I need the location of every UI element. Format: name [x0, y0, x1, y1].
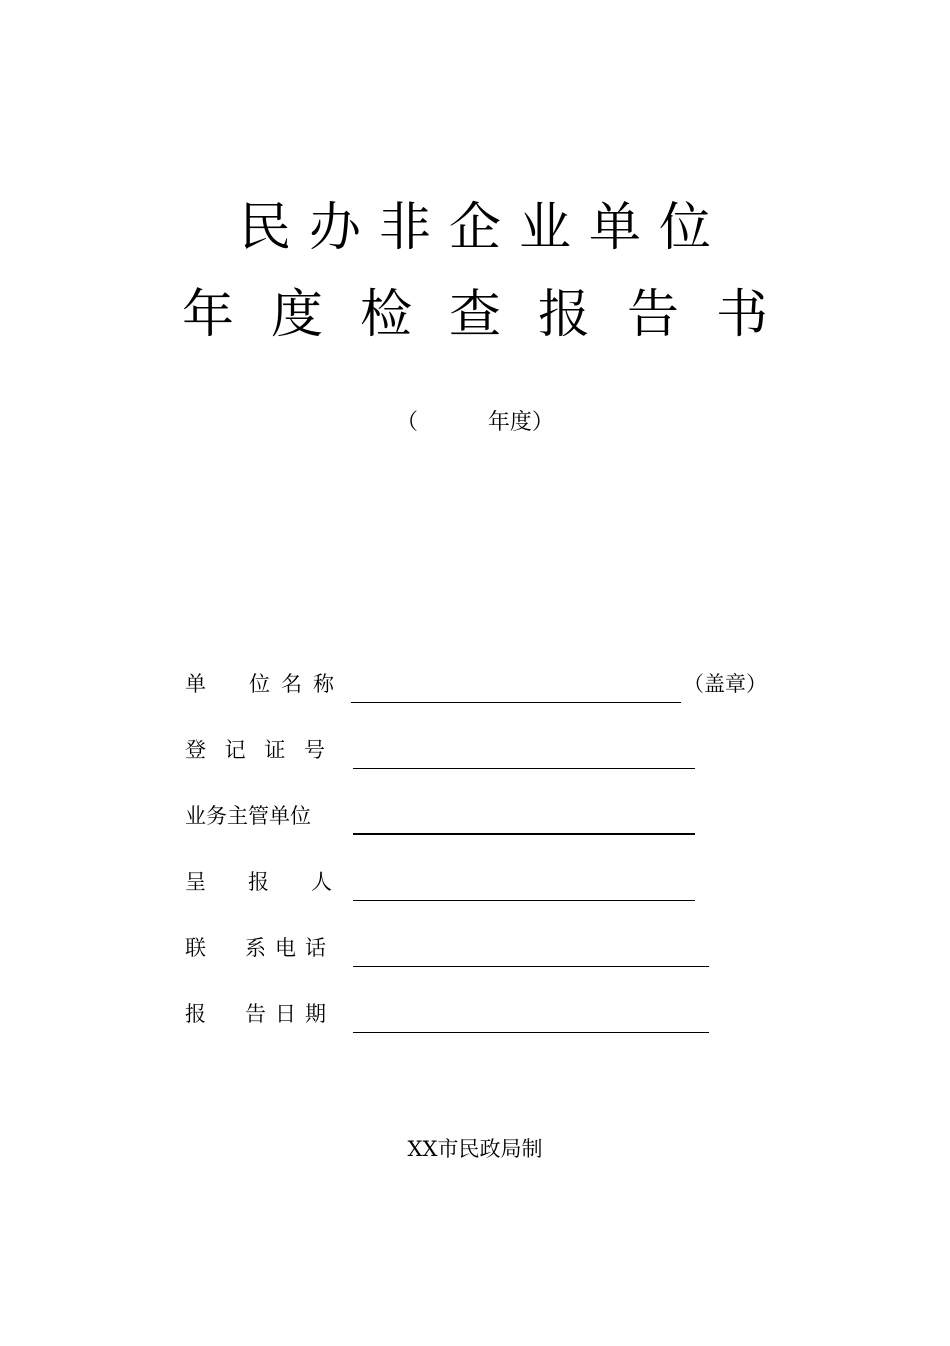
field-phone	[185, 933, 725, 967]
unit-name-input-line[interactable]	[351, 702, 681, 703]
field-registration-no	[185, 735, 705, 769]
title-line-2: 年度检查报告书	[181, 285, 805, 345]
registration-no-input-line[interactable]	[353, 768, 695, 769]
phone-input-line[interactable]	[353, 966, 709, 967]
field-supervising-unit	[185, 801, 705, 835]
field-report-date	[185, 999, 725, 1033]
supervising-unit-label: 业务主管单位	[185, 804, 311, 828]
seal-note: （盖章）	[683, 672, 767, 696]
supervising-unit-input-line[interactable]	[353, 833, 695, 835]
field-unit-name	[185, 669, 785, 703]
submitter-label: 呈 报 人	[185, 870, 332, 894]
registration-no-label: 登 记 证 号	[185, 738, 332, 762]
year-label: （ 年度）	[396, 410, 554, 435]
report-date-label: 报 告日期	[185, 1002, 335, 1026]
title-line-1: 民办非企业单位	[238, 198, 729, 258]
issuer-footer: XX市民政局制	[407, 1137, 543, 1161]
field-submitter	[185, 867, 705, 901]
submitter-input-line[interactable]	[353, 900, 695, 901]
unit-name-label: 单 位名称	[185, 672, 345, 696]
report-date-input-line[interactable]	[353, 1032, 709, 1033]
phone-label: 联 系电话	[185, 936, 335, 960]
